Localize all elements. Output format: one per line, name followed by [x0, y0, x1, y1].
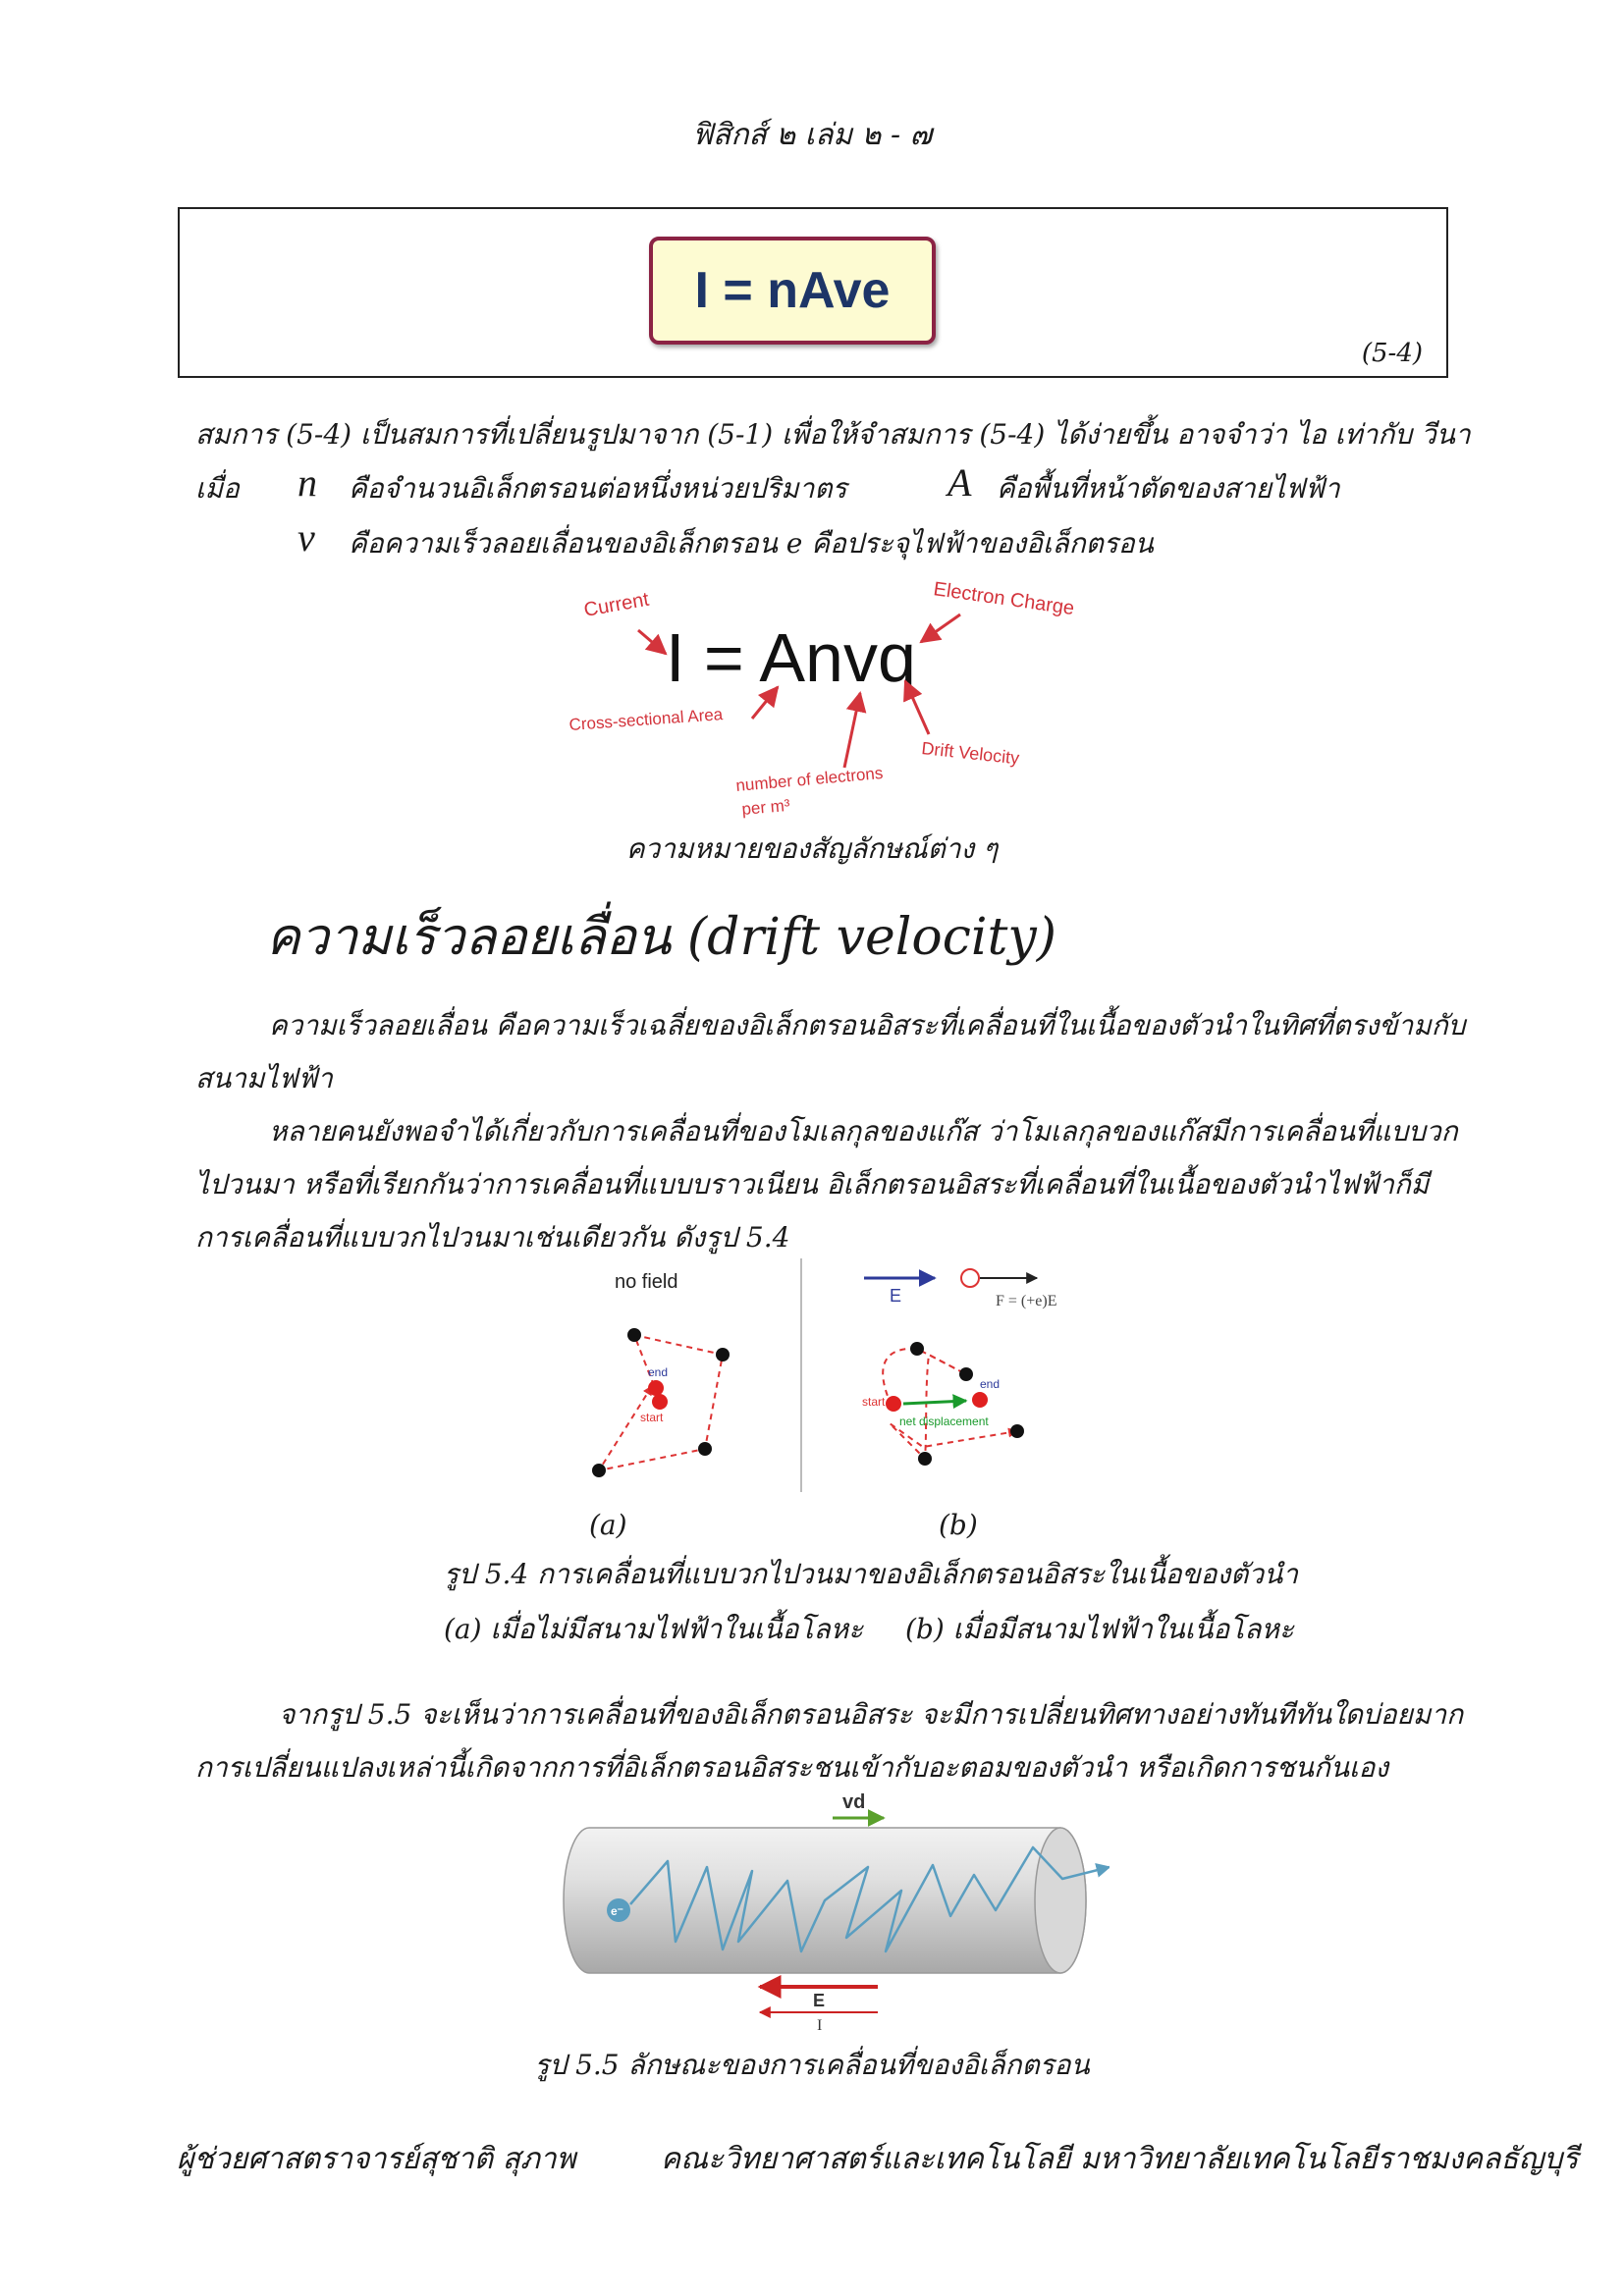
- footer-author: ผู้ช่วยศาสตราจารย์สุชาติ สุภาพ: [177, 2142, 576, 2176]
- anvq-figure: [560, 571, 1110, 828]
- collision-dot: [959, 1367, 973, 1381]
- collision-dot: [716, 1348, 730, 1362]
- start-label-b: start: [862, 1395, 886, 1409]
- collision-dot: [627, 1328, 641, 1342]
- label-drift: Drift Velocity: [920, 738, 1021, 769]
- intro-line: สมการ (5-4) เป็นสมการที่เปลี่ยนรูปมาจาก (5-1) เพื่อให้จำสมการ (5-4) ได้ง่ายขึ้น อาจจำว่า ไอ เท่ากับ วีนา: [195, 418, 1471, 451]
- page-header: ฟิสิกส์ ๒ เล่ม ๒ - ๗: [691, 118, 933, 152]
- paragraph-brownian: หลายคนยังพอจำได้เกี่ยวกับการเคลื่อนที่ของโมเลกุลของแก๊ส ว่าโมเลกุลของแก๊สมีการเคลื่อนที่แบบวกไปวนมา หรือที่เรียกกันว่าการเคลื่อนที่แบบบราวเนียน อิเล็กตรอนอิสระที่เคลื่อนที่ในเนื้อของตัวนำไฟฟ้าก็มีการเคลื่อนที่แบบวกไปวนมาเช่นเดียวกัน ดังรูป 5.4: [195, 1115, 1458, 1254]
- collision-dot: [910, 1342, 924, 1356]
- arrow-number: [844, 693, 860, 768]
- end-label-a: end: [648, 1365, 669, 1379]
- A-description: คือพื้นที่หน้าตัดของสายไฟฟ้า: [997, 472, 1340, 505]
- anvq-caption: ความหมายของสัญลักษณ์ต่าง ๆ: [625, 832, 999, 865]
- footer-institution: คณะวิทยาศาสตร์และเทคโนโลยี มหาวิทยาลัยเทคโนโลยีราชมงคลธัญบุรี: [661, 2142, 1579, 2176]
- symbol-n: n: [298, 460, 317, 505]
- arrow-charge: [921, 614, 960, 642]
- panel-label-a: (a): [589, 1509, 627, 1541]
- arrow-current: [638, 630, 666, 654]
- positive-charge: [961, 1269, 979, 1287]
- fig-5-4-caption-a: (a) เมื่อไม่มีสนามไฟฟ้าในเนื้อโลหะ: [444, 1613, 864, 1645]
- label-number-line1: number of electrons: [734, 763, 885, 795]
- force-label: F = (+e)E: [996, 1293, 1057, 1309]
- equation-box: [178, 207, 1448, 378]
- label-number-line2: per m³: [740, 795, 791, 819]
- collision-dot: [1010, 1424, 1024, 1438]
- label-area: Cross-sectional Area: [568, 705, 724, 734]
- symbol-A: A: [947, 460, 972, 505]
- arrow-drift: [905, 681, 929, 734]
- start-label-a: start: [640, 1411, 664, 1424]
- label-charge: Electron Charge: [932, 578, 1076, 620]
- anvq-formula: I = Anvq: [666, 619, 916, 696]
- equation-number: (5-4): [1361, 339, 1423, 368]
- n-description: คือจำนวนอิเล็กตรอนต่อหนึ่งหน่วยปริมาตร: [349, 472, 847, 505]
- E-label: E: [890, 1286, 902, 1306]
- symbol-v: v: [298, 515, 315, 560]
- E-label-55: E: [813, 1991, 826, 2010]
- end-label-b: end: [980, 1377, 1001, 1391]
- I-label: I: [817, 2017, 823, 2032]
- cylinder-end: [1035, 1828, 1086, 1973]
- paragraph-collisions: จากรูป 5.5 จะเห็นว่าการเคลื่อนที่ของอิเล็กตรอนอิสระ จะมีการเปลี่ยนทิศทางอย่างทันทีทันใดบ่อยมาก การเปลี่ยนแปลงเหล่านี้เกิดจากการที่อิเล็กตรอนอิสระชนเข้ากับอะตอมของตัวนำ หรือเกิดการชนกันเอง: [195, 1698, 1464, 1784]
- panel-label-b: (b): [939, 1509, 978, 1541]
- paragraph-drift-definition: ความเร็วลอยเลื่อน คือความเร็วเฉลี่ยของอิเล็กตรอนอิสระที่เคลื่อนที่ในเนื้อของตัวนำในทิศที่ตรงข้ามกับสนามไฟฟ้า: [195, 1009, 1466, 1095]
- equation-badge: I = nAve: [649, 237, 936, 345]
- end-point-a: [648, 1380, 664, 1396]
- label-current: Current: [582, 588, 651, 621]
- collision-dot: [698, 1442, 712, 1456]
- section-heading: ความเร็วลอยเลื่อน (drift velocity): [266, 908, 1057, 967]
- fig-5-4-caption-b: (b) เมื่อมีสนามไฟฟ้าในเนื้อโลหะ: [905, 1613, 1294, 1645]
- net-displacement-arrow: [903, 1401, 966, 1404]
- fig-5-5-caption: รูป 5.5 ลักษณะของการเคลื่อนที่ของอิเล็กตรอน: [534, 2049, 1090, 2081]
- net-displacement-label: net displacement: [899, 1415, 989, 1428]
- start-point-b: [886, 1396, 901, 1412]
- electron-label: e⁻: [611, 1904, 624, 1918]
- fig-5-4-caption: รูป 5.4 การเคลื่อนที่แบบวกไปวนมาของอิเล็กตรอนอิสระในเนื้อของตัวนำ: [444, 1558, 1298, 1590]
- v-description: คือความเร็วลอยเลื่อนของอิเล็กตรอน e คือประจุไฟฟ้าของอิเล็กตรอน: [349, 527, 1154, 560]
- random-path-b: [883, 1349, 1017, 1459]
- figure-5-4: [579, 1258, 1129, 1504]
- start-point-a: [652, 1394, 668, 1410]
- end-point-b: [972, 1392, 988, 1408]
- no-field-label: no field: [615, 1271, 678, 1293]
- vd-label: vd: [842, 1791, 866, 1813]
- collision-dot: [918, 1452, 932, 1466]
- figure-5-5: [560, 1785, 1110, 2032]
- when-label: เมื่อ: [195, 472, 240, 505]
- collision-dot: [592, 1464, 606, 1477]
